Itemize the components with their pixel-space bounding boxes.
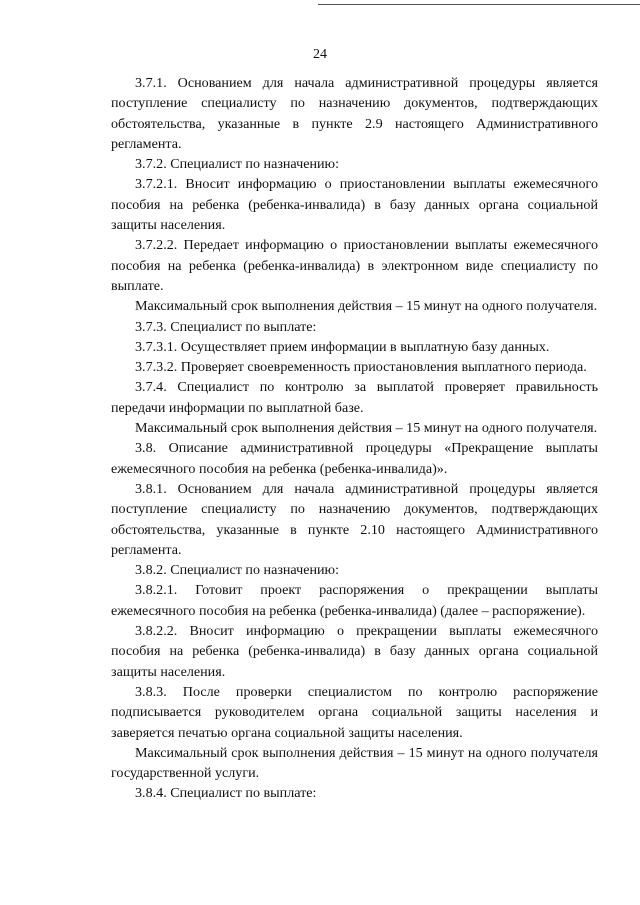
paragraph-3-7-4: 3.7.4. Специалист по контролю за выплатой проверяет правильность передачи информации по выплатной базе.	[111, 379, 598, 416]
paragraph-3-7-3: 3.7.3. Специалист по выплате:	[135, 318, 317, 335]
paragraph-3-8-2-1: 3.8.2.1. Готовит проект распоряжения о прекращении выплаты ежемесячного пособия на ребенка (ребенка-инвалида) (далее – распоряжение).	[111, 582, 598, 619]
paragraph-3-7-2-1: 3.7.2.1. Вносит информацию о приостановлении выплаты ежемесячного пособия на ребенка (ребенка-инвалида) в базу данных органа социальной защиты населения.	[111, 176, 598, 234]
paragraph-3-8-2: 3.8.2. Специалист по назначению:	[135, 562, 339, 579]
paragraph-max-time-3: Максимальный срок выполнения действия – 15 минут на одного получателя государственной услуги.	[111, 744, 598, 782]
paragraph-3-8: 3.8. Описание административной процедуры «Прекращение выплаты ежемесячного пособия на ребенка (ребенка-инвалида)».	[111, 440, 598, 477]
paragraph-max-time-2: Максимальный срок выполнения действия – 15 минут на одного получателя.	[135, 420, 598, 437]
paragraph-3-8-2-2: 3.8.2.2. Вносит информацию о прекращении выплаты ежемесячного пособия на ребенка (ребенка-инвалида) в базу данных органа социальной защиты населения.	[111, 623, 598, 680]
paragraph-3-8-4: 3.8.4. Специалист по выплате:	[135, 785, 317, 802]
paragraph-max-time-1: Максимальный срок выполнения действия – 15 минут на одного получателя.	[135, 298, 598, 315]
paragraph-3-7-2: 3.7.2. Специалист по назначению:	[135, 156, 339, 173]
paragraph-3-8-1: 3.8.1. Основанием для начала административной процедуры является поступление специалисту по назначению документов, подтверждающих обстоятельства, указанные в пункте 2.10 настоящего Административного регламента.	[111, 480, 598, 558]
page-number: 24	[313, 47, 327, 62]
paragraph-3-7-2-2: 3.7.2.2. Передает информацию о приостановлении выплаты ежемесячного пособия на ребенка (ребенка-инвалида) в электронном виде специалисту по выплате.	[111, 237, 598, 294]
top-rule	[318, 4, 640, 5]
paragraph-3-7-1: 3.7.1. Основанием для начала административной процедуры является поступление специалисту по назначению документов, подтверждающих обстоятельства, указанные в пункте 2.9 настоящего Административного регламента.	[111, 75, 598, 152]
paragraph-3-7-3-1: 3.7.3.1. Осуществляет прием информации в выплатную базу данных.	[135, 338, 550, 355]
document-body	[111, 73, 598, 804]
paragraph-3-7-3-2: 3.7.3.2. Проверяет своевременность приостановления выплатного периода.	[135, 359, 587, 376]
paragraph-3-8-3: 3.8.3. После проверки специалистом по контролю распоряжение подписывается руководителем органа социальной защиты населения и заверяется печатью органа социальной защиты населения.	[111, 683, 598, 741]
